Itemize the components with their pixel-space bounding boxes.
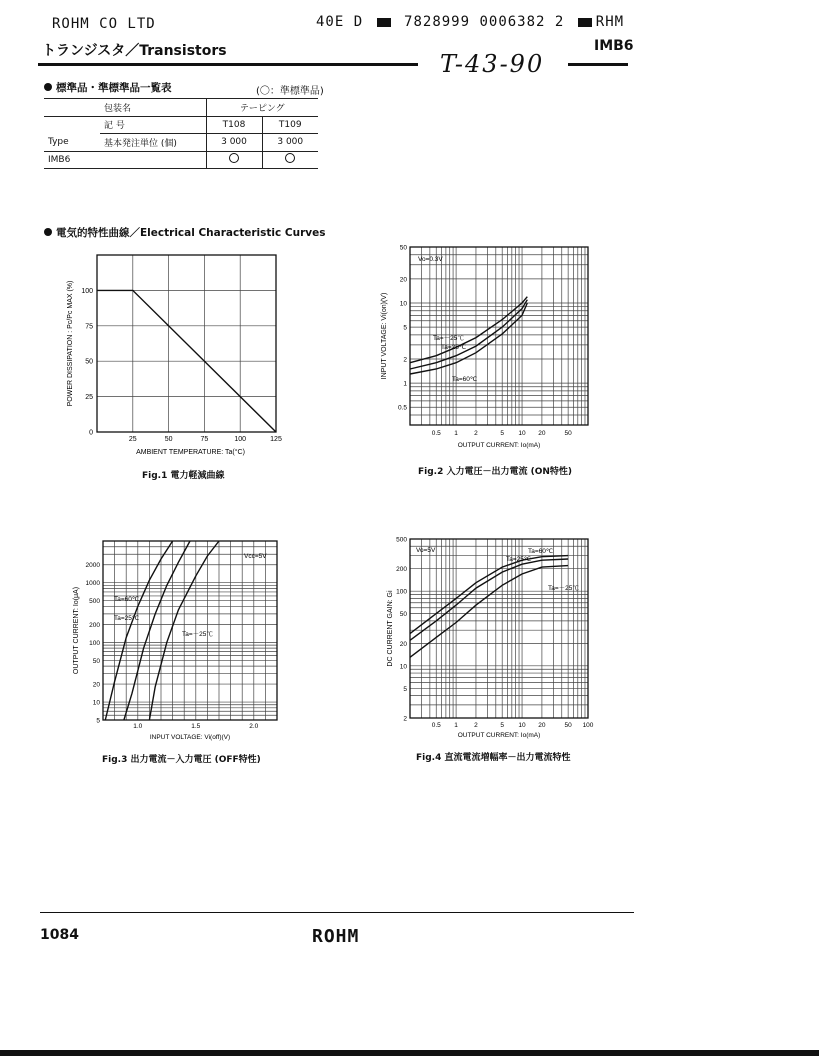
fig4-xtick: 1 [454,722,458,729]
fig1-xlabel: AMBIENT TEMPERATURE: Ta(°C) [136,449,245,456]
fig1-xtick: 50 [164,436,173,443]
fig1-caption: Fig.1 電力軽減曲線 [142,471,225,481]
part-cell: IMB6 [44,151,100,169]
fig1-ylabel: POWER DISSIPATION : Pc/Pc MAX (%) [67,280,74,407]
fig3-annotation: Ta=60℃ [114,596,140,603]
fig1-ytick: 0 [89,429,93,437]
fig2-xtick: 10 [518,430,526,437]
company-name: ROHM CO LTD [52,16,156,32]
fig2-xtick: 50 [564,430,572,437]
section-title: 電気的特性曲線／Electrical Characteristic Curves [56,227,326,239]
fig4-annotation: Ta=－25℃ [548,585,579,592]
fig4-caption: Fig.4 直流電流増幅率－出力電流特性 [416,753,571,763]
fig4-annotation: Vo=5V [416,547,436,554]
fig4-xtick: 100 [582,722,594,729]
fig4-annotation: Ta=25℃ [506,556,532,563]
packing-value: テーピング [206,99,318,117]
page-subtitle: トランジスタ／Transistors [42,43,227,59]
fig4-ytick: 2 [403,715,407,723]
footer-rule [40,912,634,913]
fig4-xtick: 10 [518,722,526,729]
code-t108: T108 [206,116,262,134]
fig4-ytick: 100 [396,588,407,596]
fig3-xlabel: INPUT VOLTAGE: Vi(off)(V) [149,734,231,741]
code-t109: T109 [262,116,318,134]
fig4-xtick: 5 [500,722,505,729]
fig1-xtick: 75 [200,436,209,443]
fig2-xlabel: OUTPUT CURRENT: Io(mA) [457,442,541,449]
page-number: 1084 [40,927,79,943]
section-title: 標準品・準標準品一覧表 [56,82,172,94]
fig4-ytick: 200 [396,566,407,574]
fig2-ylabel: INPUT VOLTAGE: Vi(on)(V) [381,292,388,380]
fig4-xtick: 20 [538,722,546,729]
fig4-xtick: 2 [474,722,478,729]
unit-t108: 3 000 [206,134,262,152]
fig3-ytick: 100 [89,639,100,647]
fig3-ylabel: OUTPUT CURRENT: Io(μA) [73,586,80,675]
fig4-ytick: 5 [403,685,407,693]
fig2-annotation: Vo=0.3V [418,256,443,263]
fig4-xtick: 0.5 [431,722,441,729]
fig3-curve [105,541,172,720]
fig4-ytick: 10 [399,663,407,671]
fig2-caption: Fig.2 入力電圧－出力電流 (ON特性) [418,467,573,477]
fig1-ytick: 50 [85,358,93,366]
fig2-xtick: 2 [474,430,478,437]
fig2-annotation: Ta=60℃ [452,376,478,383]
fig1-xtick: 125 [270,436,282,443]
fig3-xtick: 2.0 [249,723,259,730]
code-left: 40E D [316,14,364,30]
fig2-ytick: 20 [399,276,407,284]
fig2-ytick: 10 [399,300,407,308]
fig2-ytick: 1 [403,380,407,388]
fig1-xtick: 25 [128,436,137,443]
fig4-xlabel: OUTPUT CURRENT: Io(mA) [457,732,541,739]
fig2-annotation: Ta=25℃ [441,344,467,351]
fig1-ytick: 75 [85,323,93,331]
fig3-ytick: 20 [92,681,100,689]
fig4-curve [410,559,568,640]
fig1-xtick: 100 [234,436,247,443]
fig3-ytick: 200 [89,621,100,629]
fig1-ytick: 100 [81,287,93,295]
fig3-ytick: 5 [96,717,100,725]
brand-tail: RHM [595,14,625,30]
fig1-ytick: 25 [85,394,93,402]
fig3-annotation: Ta=－25℃ [182,631,213,638]
fig4-ytick: 20 [399,640,407,648]
handwritten-note: T-43-90 [440,50,545,78]
unit-t109: 3 000 [262,134,318,152]
part-number: IMB6 [594,38,634,54]
fig2-ytick: 50 [399,244,407,252]
packing-label: 包装名 [100,99,206,117]
fig4-xtick: 50 [564,722,572,729]
fig2-ytick: 2 [403,356,407,364]
fig2-annotation: Ta=－25℃ [433,335,464,342]
fig3-caption: Fig.3 出力電流－入力電圧 (OFF特性) [102,755,261,765]
fig2-ytick: 0.5 [397,404,407,412]
fig3-ytick: 50 [92,657,100,665]
fig4-ytick: 50 [399,611,407,619]
fig3-annotation: Vcc=5V [244,553,267,560]
rohm-logo: ROHM [312,926,360,947]
fig2-xtick: 5 [500,430,505,437]
fig4-annotation: Ta=60℃ [528,548,554,555]
fig3-xtick: 1.5 [191,723,201,730]
fig3-ytick: 1000 [85,580,100,588]
fig4-ytick: 500 [396,536,407,544]
type-label: Type [44,134,100,152]
fig3-xtick: 1.0 [133,723,143,730]
unit-label: 基本発注単位 (個) [100,134,206,152]
fig3-ytick: 500 [89,598,100,606]
fig2-xtick: 0.5 [431,430,441,437]
fig3-ytick: 2000 [85,562,100,570]
code-right: 7828999 0006382 2 [404,14,565,30]
fig3-ytick: 10 [92,699,100,707]
scan-edge-bar [0,1050,819,1056]
symbol-label: 記 号 [100,116,206,134]
fig2-ytick: 5 [403,324,407,332]
fig2-xtick: 1 [454,430,458,437]
fig3-annotation: Ta=25℃ [114,615,140,622]
fig4-ylabel: DC CURRENT GAIN: Gi [387,590,394,667]
legend-note: (〇：準標準品) [256,86,324,97]
fig2-xtick: 20 [538,430,546,437]
